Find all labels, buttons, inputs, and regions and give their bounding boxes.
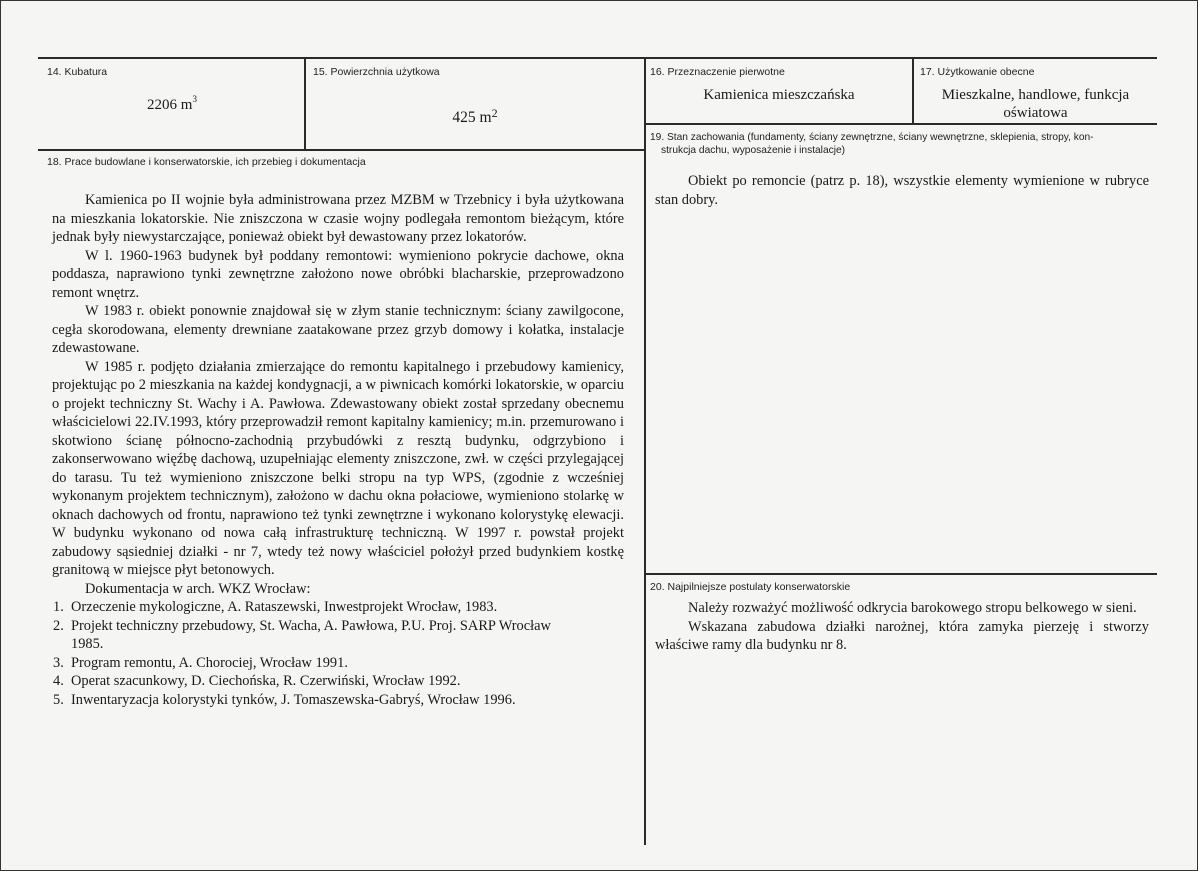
docs-item-number: 5. <box>53 691 64 708</box>
prace-paragraph-3: W 1983 r. obiekt ponownie znajdował się w złym stanie technicznym: ściany zawilgocone, cegła skorodowana, elementy drewniane zaatakowane przez grzyb domowy i kołatka, instalacje zdewastowane. <box>52 303 624 356</box>
przeznaczenie-value: Kamienica mieszczańska <box>703 87 855 103</box>
docs-item-text: Inwentaryzacja kolorystyki tynków, J. Tomaszewska-Gabryś, Wrocław 1996. <box>71 691 516 708</box>
docs-item-number: 2. <box>53 617 64 634</box>
postulaty-text <box>655 599 1149 655</box>
stan-paragraph: Obiekt po remoncie (patrz p. 18), wszystkie elementy wymienione w rubryce stan dobry. <box>655 173 1149 208</box>
stan-text <box>655 172 1149 209</box>
uzytkowanie-line1: Mieszkalne, handlowe, funkcja <box>941 87 1130 103</box>
prace-text <box>52 191 624 709</box>
postulaty-paragraph-2: Wskazana zabudowa działki narożnej, która zamyka pierzeję i stworzy właściwe ramy dla budynku nr 8. <box>655 618 1149 653</box>
kubatura-number: 2206 m <box>147 97 193 113</box>
docs-item-text: Projekt techniczny przebudowy, St. Wacha, A. Pawłowa, P.U. Proj. SARP Wrocław <box>71 617 551 634</box>
postulaty-label: 20. Najpilniejsze postulaty konserwatorskie <box>650 581 851 593</box>
uzytkowanie-value <box>914 86 1157 122</box>
prace-paragraph-1: Kamienica po II wojnie była administrowana przez MZBM w Trzebnicy i była użytkowana na mieszkania lokatorskie. Nie zniszczona w czasie wojny podlegała remontom bieżącym, które jednak były niewystarczające, ponieważ obiekt był dewastowany przez lokatorów. <box>52 192 624 245</box>
docs-item-text-continued: 1985. <box>71 636 104 652</box>
prace-label: 18. Prace budowlane i konserwatorskie, ich przebieg i dokumentacja <box>47 156 366 168</box>
top-rule <box>38 57 1157 59</box>
kubatura-label: 14. Kubatura <box>47 66 108 78</box>
powierzchnia-unit-sup: 2 <box>491 106 498 120</box>
center-divider <box>644 57 646 845</box>
powierzchnia-value <box>306 104 644 127</box>
docs-item-4 <box>53 672 624 691</box>
docs-item-2 <box>53 617 624 654</box>
uzytkowanie-label: 17. Użytkowanie obecne <box>920 66 1035 78</box>
docs-item-1 <box>53 598 624 617</box>
kubatura-unit-sup: 3 <box>192 94 197 104</box>
docs-item-text: Program remontu, A. Chorociej, Wrocław 1991. <box>71 654 348 671</box>
stan-label-line1: 19. Stan zachowania (fundamenty, ściany zewnętrzne, ściany wewnętrzne, sklepienia, stropy, kon- <box>650 132 1094 143</box>
uzytkowanie-line2: oświatowa <box>1003 105 1068 121</box>
docs-item-number: 4. <box>53 673 64 689</box>
kubatura-value <box>40 90 304 114</box>
przeznaczenie-label: 16. Przeznaczenie pierwotne <box>650 66 785 78</box>
powierzchnia-number: 425 m <box>452 109 492 126</box>
rule-under-16-17 <box>644 123 1157 125</box>
rule-under-14-15 <box>38 149 645 151</box>
docs-list <box>52 598 624 709</box>
postulaty-paragraph-1: Należy rozważyć możliwość odkrycia barokowego stropu belkowego w sieni. <box>688 600 1137 616</box>
docs-item-5 <box>53 691 624 710</box>
prace-paragraph-2: W l. 1960-1963 budynek był poddany remontowi: wymieniono pokrycie dachowe, okna poddasza, naprawiono tynki zewnętrzne założono nowe obróbki blacharskie, przeprowadzono remont wnętrz. <box>52 247 624 301</box>
prace-paragraph-4: W 1985 r. podjęto działania zmierzające do remontu kapitalnego i przebudowy kamienicy, projektując po 2 mieszkania na każdej kondygnacji, a w piwnicach komórki lokatorskie, w oparciu o projekt techniczny St. Wachy i A. Pawłowa. Zdewastowany obiekt został sprzedany obecnemu właścicielowi 22.IV.1993, który przeprowadził remont kapitalny kamienicy; m.in. przemurowano i skotwiono ścianę północno-zachodnią przybudówki z resztą budynku, odgrzybiono i zakonserwowano więźbę dachową, uzupełniając elementy zniszczone, zwł. w części przylegającej do tarasu. Tu też wymieniono zniszczone belki stropu na typ WPS, (zgodnie z wcześniej wykonanym projektem technicznym), założono w dachu okna połaciowe, wymieniono stolarkę w oknach dachowych od frontu, naprawiono też tynki zewnętrzne i wykonano kolorystykę elewacji. W budynku wykonano od nowa całą infrastrukturę techniczną. W 1997 r. powstał projekt zabudowy sąsiedniej działki - nr 7, wtedy też nowy właściciel położył przed budynkiem kostkę granitową w miejsce płyt betonowych. <box>52 358 624 578</box>
rule-above-20 <box>644 573 1157 575</box>
docs-item-text: Operat szacunkowy, D. Ciechońska, R. Czerwiński, Wrocław 1992. <box>71 673 461 689</box>
docs-item-number: 3. <box>53 654 64 671</box>
docs-item-text: Orzeczenie mykologiczne, A. Rataszewski, Inwestprojekt Wrocław, 1983. <box>71 599 498 615</box>
docs-item-number: 1. <box>53 599 64 615</box>
stan-label-line2: strukcja dachu, wyposażenie i instalacje) <box>661 145 846 156</box>
powierzchnia-label: 15. Powierzchnia użytkowa <box>313 66 440 78</box>
docs-heading: Dokumentacja w arch. WKZ Wrocław: <box>85 580 311 597</box>
docs-item-3 <box>53 654 624 673</box>
